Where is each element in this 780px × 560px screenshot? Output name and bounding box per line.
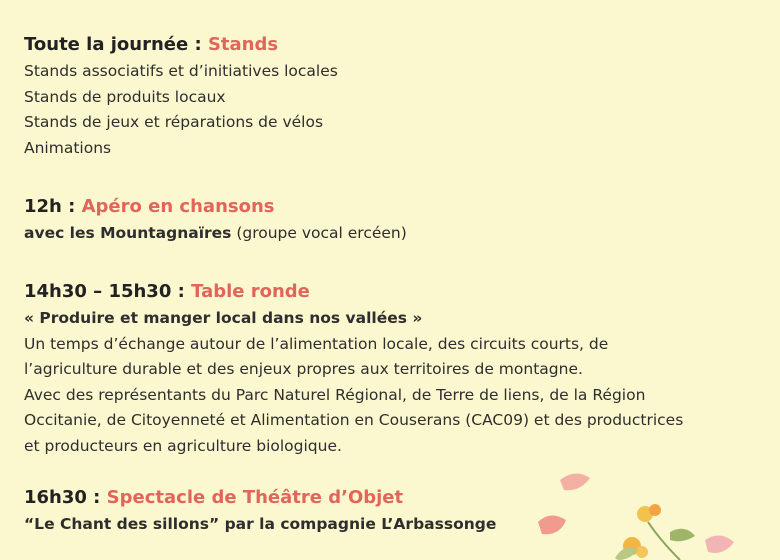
leaf-icon xyxy=(670,529,695,542)
apero-heading xyxy=(24,195,764,219)
table-ronde-subtitle: « Produire et manger local dans nos vallées » xyxy=(24,309,423,327)
apero-performer-note: (groupe vocal ercéen) xyxy=(231,224,407,242)
table-ronde-line: Occitanie, de Citoyenneté et Alimentation en Couserans (CAC09) et des productrices xyxy=(24,411,684,429)
flower-decoration xyxy=(520,460,780,560)
spectacle-subtitle: “Le Chant des sillons” par la compagnie L’Arbassonge xyxy=(24,515,497,533)
apero-performer: avec les Mountagnaïres xyxy=(24,224,232,242)
apero-title: Apéro en chansons xyxy=(81,196,275,217)
leaf-icon xyxy=(615,547,638,560)
stands-item: Stands de produits locaux xyxy=(24,87,226,106)
petal-icon xyxy=(705,535,734,552)
table-ronde-heading xyxy=(24,280,764,304)
stands-item: Animations xyxy=(24,138,112,157)
apero-time: 12h : xyxy=(24,196,76,217)
table-ronde-title: Table ronde xyxy=(191,281,310,302)
table-ronde-section xyxy=(24,280,764,459)
flower-icon xyxy=(649,504,661,516)
stands-section xyxy=(24,33,764,161)
flower-icon xyxy=(636,546,648,558)
table-ronde-line: et producteurs en agriculture biologique. xyxy=(24,436,342,455)
stands-title: Stands xyxy=(207,34,279,55)
table-ronde-time: 14h30 – 15h30 : xyxy=(24,281,185,302)
stands-time: Toute la journée : xyxy=(24,34,202,55)
stands-item: Stands de jeux et réparations de vélos xyxy=(24,113,324,131)
apero-section xyxy=(24,195,764,247)
spectacle-time: 16h30 : xyxy=(24,487,101,508)
spectacle-title: Spectacle de Théâtre d’Objet xyxy=(106,487,404,508)
petal-icon xyxy=(560,473,590,490)
stands-item: Stands associatifs et d’initiatives locales xyxy=(24,62,338,80)
table-ronde-line: l’agriculture durable et des enjeux propres aux territoires de montagne. xyxy=(24,360,583,378)
table-ronde-line: Un temps d’échange autour de l’alimentation locale, des circuits courts, de xyxy=(24,334,609,353)
petal-icon xyxy=(538,515,566,534)
stands-heading xyxy=(24,33,764,57)
table-ronde-line: Avec des représentants du Parc Naturel Régional, de Terre de liens, de la Région xyxy=(24,385,646,404)
apero-description xyxy=(24,221,764,247)
